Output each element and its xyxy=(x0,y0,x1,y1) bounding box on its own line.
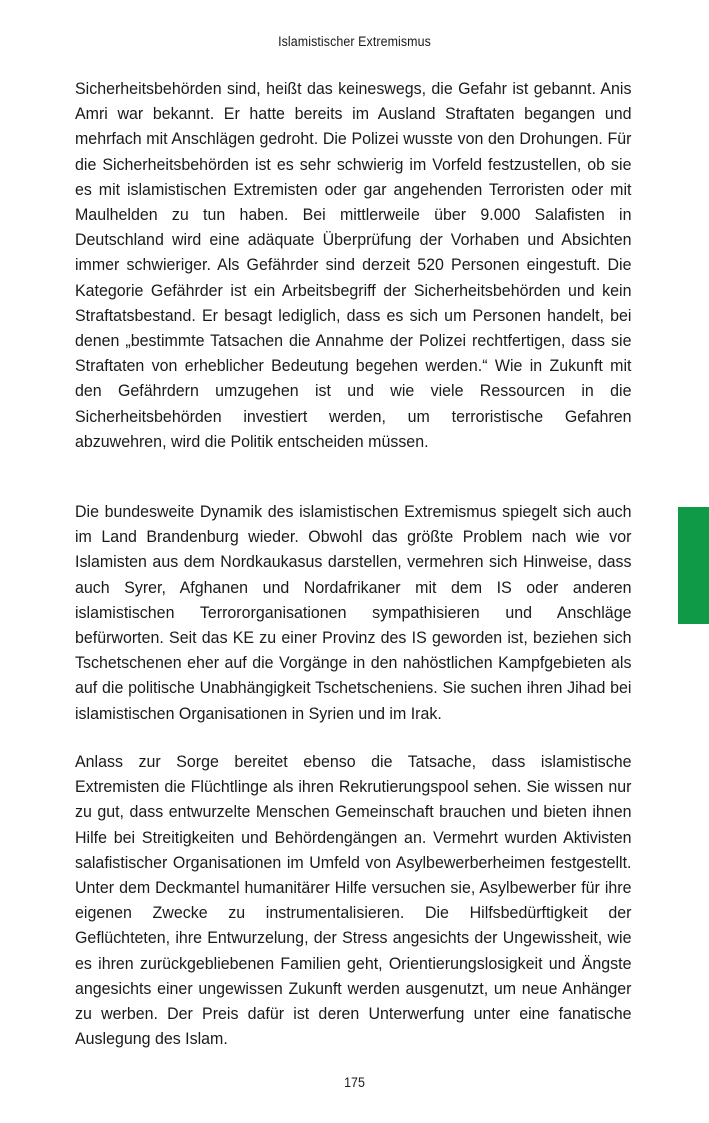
paragraph-3: Anlass zur Sorge bereitet ebenso die Tatsache, dass islamistische Extremisten die Flüchtlinge als ihren Rekrutierungspool sehen. Sie wissen nur zu gut, dass entwurzelte Menschen Gemeinschaft brauchen und bieten ihnen Hilfe bei Streitigkeiten und Behördengängen an. Vermehrt wurden Aktivisten salafistischer Organisationen im Umfeld von Asylbewerberheimen festgestellt. Unter dem Deckmantel humanitärer Hilfe versuchen sie, Asylbewerber für ihre eigenen Zwecke zu instrumentalisieren. Die Hilfsbedürftigkeit der Geflüchteten, ihre Entwurzelung, der Stress angesichts der Ungewissheit, wie es ihren zurückgebliebenen Familien geht, Orientierungslosigkeit und Ängste angesichts einer ungewissen Zukunft werden ausgenutzt, um neue Anhänger zu werben. Der Preis dafür ist deren Unterwerfung unter eine fanatische Auslegung des Islam. xyxy=(75,752,632,1049)
page-number: 175 xyxy=(344,1075,365,1090)
paragraph-2: Die bundesweite Dynamik des islamistischen Extremismus spiegelt sich auch im Land Brandenburg wieder. Obwohl das größte Problem nach wie vor Islamisten aus dem Nordkaukasus darstellen, vermehren sich Hinweise, dass auch Syrer, Afghanen und Nordafrikaner mit dem IS oder anderen islamistischen Terrororganisationen sympathisieren und Anschläge befürworten. Seit das KE zu einer Provinz des IS geworden ist, beziehen sich Tschetschenen eher auf die Vorgänge in den nahöstlichen Kampfgebieten als auf die politische Unabhängigkeit Tschetscheniens. Sie suchen ihren Jihad bei islamistischen Organisationen in Syrien und im Irak. xyxy=(75,502,632,723)
running-header: Islamistischer Extremismus xyxy=(278,34,431,49)
chapter-thumb-tab xyxy=(678,507,709,624)
paragraph-1: Sicherheitsbehörden sind, heißt das keineswegs, die Gefahr ist gebannt. Anis Amri war bekannt. Er hatte bereits im Ausland Straftaten begangen und mehrfach mit Anschlägen gedroht. Die Polizei wusste von den Drohungen. Für die Sicherheitsbehörden ist es sehr schwierig im Vorfeld festzustellen, ob sie es mit islamistischen Extremisten oder gar angehenden Terroristen oder mit Maulhelden zu tun haben. Bei mittlerweile über 9.000 Salafisten in Deutschland wird eine adäquate Überprüfung der Vorhaben und Absichten immer schwieriger. Als Gefährder sind derzeit 520 Personen eingestuft. Die Kategorie Gefährder ist ein Arbeitsbegriff der Sicherheitsbehörden und kein Straftatsbestand. Er besagt lediglich, dass es sich um Personen handelt, bei denen „bestimmte Tatsachen die Annahme der Polizei rechtfertigen, dass sie Straftaten von erheblicher Bedeutung begehen werden.“ Wie in Zukunft mit den Gefährdern umzugehen ist und wie viele Ressourcen in die Sicherheitsbehörden investiert werden, um terroristische Gefahren abzuwehren, wird die Politik entscheiden müssen. xyxy=(75,79,632,451)
